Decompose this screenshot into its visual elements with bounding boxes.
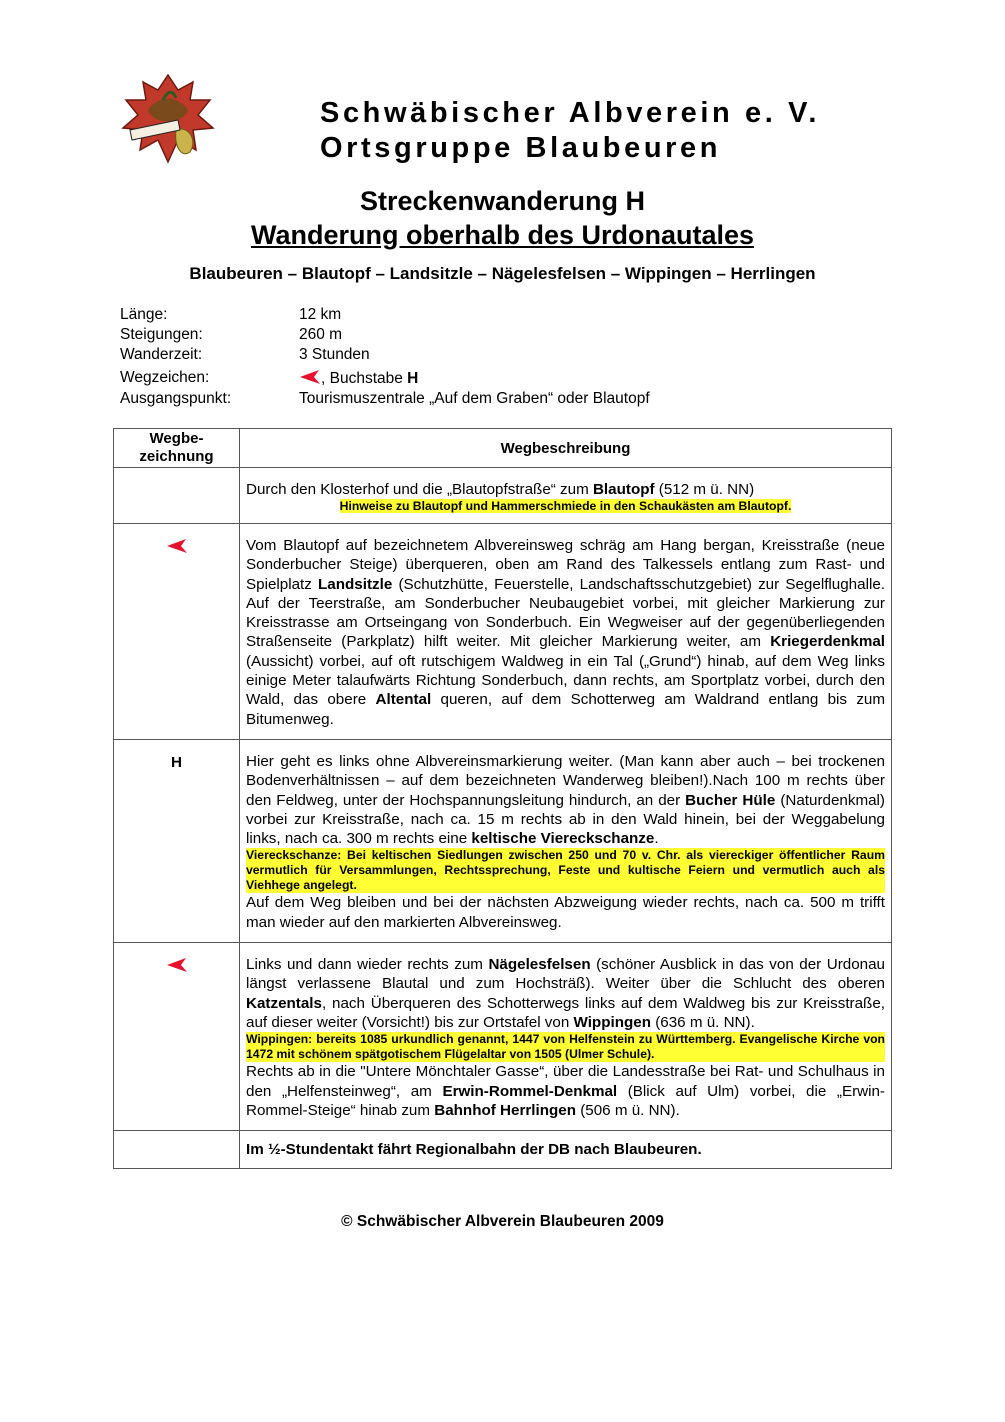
row-mark	[114, 943, 240, 1131]
text: (schöner Ausblick in das von der Urdonau längst verlassene Blautal und zum Hochsträß). Weiter über die Schlucht des oberen	[246, 956, 886, 993]
table-header	[114, 429, 892, 468]
info-note	[246, 499, 885, 514]
table-row	[114, 739, 892, 942]
text-bold: Wippingen	[573, 1013, 651, 1031]
org-line-1: Schwäbischer Albverein e. V.	[320, 97, 821, 129]
row-mark	[114, 1131, 240, 1169]
row-description	[240, 468, 892, 524]
organization-name	[320, 96, 820, 166]
row-description	[240, 524, 892, 740]
text: , nach Überqueren des Schotterwegs links auf dem Waldweg bis zur Kreisstraße, auf dieser weiter (Vorsicht!) bis zur Ortstafel von	[246, 994, 885, 1031]
text-bold: Nägelesfelsen	[488, 956, 591, 974]
text: (Naturdenkmal) vorbei zur Kreisstraße, nach ca. 15 m rechts ab in den Wald hinein, bei der Weggabelung links, nach ca. 300 m rechts eine	[246, 791, 885, 848]
page-title: Wanderung oberhalb des Urdonautales	[250, 220, 755, 250]
fact-value-text: , Buchstabe	[321, 370, 408, 387]
col-description-header: Wegbeschreibung	[240, 429, 892, 468]
org-line-2: Ortsgruppe Blaubeuren	[320, 132, 722, 164]
text: (506 m ü. NN).	[576, 1101, 680, 1119]
fact-label: Steigungen:	[120, 326, 203, 343]
text: Auf dem Weg bleiben und bei der nächsten Abzweigung wieder rechts, nach ca. 500 m trifft man wieder auf den markierten Albvereinsweg.	[246, 894, 885, 931]
text: (636 m ü. NN).	[650, 1013, 755, 1031]
text: queren, auf dem Schotterweg am Waldrand entlang bis zum Bitumenweg.	[246, 691, 886, 728]
text-bold: Katzentals	[246, 994, 322, 1012]
red-trail-marker-icon	[299, 369, 321, 385]
text-bold: Altental	[375, 691, 432, 709]
text: (512 m ü. NN)	[654, 481, 755, 498]
fact-value-letter: H	[407, 370, 419, 387]
row-description	[240, 943, 892, 1131]
fact-label: Wegzeichen:	[120, 369, 210, 386]
fact-value: 12 km	[299, 306, 342, 323]
info-note: Viereckschanze: Bei keltischen Siedlungen zwischen 250 und 70 v. Chr. als viereckiger öffentlicher Raum vermutlich für Versammlungen, Rechtssprechung, Feste und kultische Feiern und vermutlich auch als Viehhege angelegt.	[246, 848, 885, 893]
row-mark	[114, 468, 240, 524]
route-table	[113, 428, 892, 1169]
text-bold: Landsitzle	[318, 575, 393, 593]
row-mark: H	[114, 739, 240, 942]
red-trail-marker-icon	[166, 538, 188, 554]
table-row	[114, 524, 892, 740]
fact-value: Tourismuszentrale „Auf dem Graben“ oder Blautopf	[299, 390, 650, 407]
row-description	[240, 739, 892, 942]
train-note: Im ½-Stundentakt fährt Regionalbahn der DB nach Blaubeuren.	[240, 1131, 892, 1169]
fact-value: 260 m	[299, 326, 343, 343]
fact-label: Länge:	[120, 306, 168, 323]
text: .	[654, 830, 659, 848]
table-row	[114, 468, 892, 524]
page-subtitle: Streckenwanderung H	[359, 186, 646, 216]
text: Vom Blautopf auf bezeichnetem Albvereinsweg schräg am Hang bergan, Kreisstraße (neue Sonderbucher Steige) überqueren, oben am Rand des Talkessels entlang zum Rast- und Spielplatz	[246, 537, 885, 593]
route-summary: Blaubeuren – Blautopf – Landsitzle – Nägelesfelsen – Wippingen – Herrlingen	[189, 264, 816, 283]
info-note-text: Hinweise zu Blautopf und Hammerschmiede in den Schaukästen am Blautopf.	[339, 499, 792, 514]
text-bold: Erwin-Rommel-Denkmal	[442, 1082, 618, 1100]
text: Durch den Klosterhof und die „Blautopfstraße“ zum	[246, 481, 593, 498]
red-trail-marker-icon	[166, 957, 188, 973]
col-marking-header	[114, 429, 240, 468]
fact-label: Wanderzeit:	[120, 346, 203, 363]
fact-label: Ausgangspunkt:	[120, 390, 232, 407]
text-bold: Kriegerdenkmal	[770, 633, 885, 651]
text: Rechts ab in die "Untere Mönchtaler Gasse“, über die Landesstraße bei Rat- und Schulhaus in den „Helfensteinweg“, am	[246, 1063, 885, 1100]
text-bold: Bucher Hüle	[685, 791, 776, 809]
col-marking-header-line2: zeichnung	[139, 448, 214, 465]
table-row	[114, 943, 892, 1131]
text: Hier geht es links ohne Albvereinsmarkierung weiter. (Man kann aber auch – bei trockenen Bodenverhältnissen – auf dem bezeichneten Wanderweg bleiben!).Nach 100 m rechts über den Feldweg, unter der Hochspannungsleitung hindurch, an der	[246, 752, 885, 809]
text: (Schutzhütte, Feuerstelle, Landschaftsschutzgebiet) zur Segelflughalle. Auf der Teerstraße, am Sonderbucher Neubaugebiet vorbei, mit gleicher Markierung zur Kreisstrasse am Ortseingang von Sonderbuch. Ein Wegweiser auf der gegenüberliegenden Straßenseite (Parkplatz) hilft weiter. Mit gleicher Markierung weiter, am	[246, 575, 885, 651]
col-marking-header-line1: Wegbe-	[149, 430, 204, 447]
text-bold: keltische Viereckschanze	[471, 830, 655, 848]
text: Links und dann wieder rechts zum	[246, 956, 489, 974]
albverein-logo	[118, 70, 218, 170]
copyright-footer: © Schwäbischer Albverein Blaubeuren 2009	[341, 1213, 664, 1230]
table-row	[114, 1131, 892, 1169]
fact-value: 3 Stunden	[299, 346, 370, 363]
text: (Blick auf Ulm) vorbei, die „Erwin-Rommel-Steige“ hinab zum	[246, 1082, 885, 1119]
text-bold: Bahnhof Herrlingen	[434, 1101, 576, 1119]
text-bold: Blautopf	[592, 481, 655, 498]
fact-value	[299, 369, 418, 388]
row-mark	[114, 524, 240, 740]
info-note: Wippingen: bereits 1085 urkundlich genannt, 1447 von Helfenstein zu Württemberg. Evangelische Kirche von 1472 mit schönem spätgotischem Flügelaltar von 1505 (Ulmer Schule).	[246, 1032, 885, 1062]
text: (Aussicht) vorbei, auf oft rutschigem Waldweg in ein Tal („Grund“) hinab, auf dem Weg links einige Meter talaufwärts Richtung Sonderbuch, dann rechts, am Sportplatz vorbei, durch den Wald, das obere	[246, 652, 885, 709]
